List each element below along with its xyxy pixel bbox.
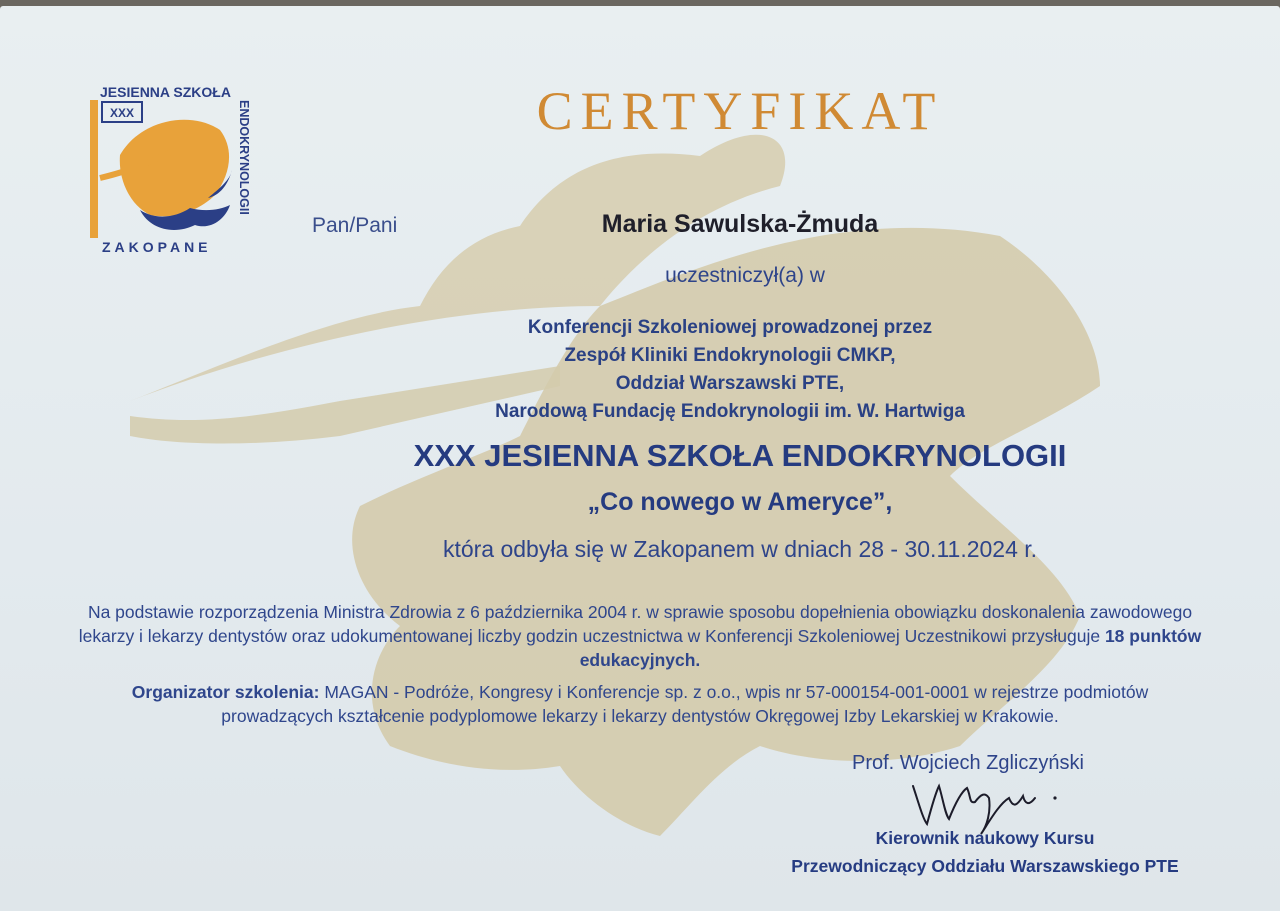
certificate-title: CERTYFIKAT <box>536 81 944 141</box>
signatory-role-course: Kierownik naukowy Kursu <box>875 828 1095 848</box>
signatory-role-branch: Przewodniczący Oddziału Warszawskiego PTE <box>791 856 1179 876</box>
svg-text:ENDOKRYNOLOGII: ENDOKRYNOLOGII <box>237 100 251 215</box>
education-points: 18 punktów edukacyjnych. <box>579 626 1202 670</box>
event-dates: która odbyła się w Zakopanem w dniach 28 - 30.11.2024 r. <box>442 536 1038 562</box>
organizer-text: MAGAN - Podróże, Kongresy i Konferencje sp. z o.o., wpis nr 57-000154-001-0001 w rejestrze podmiotów prowadzących kształcenie podyplomowe lekarzy i lekarzy dentystów Okręgowej Izby Lekarskiej w Krakowie. <box>221 682 1149 726</box>
participant-name: Maria Sawulska-Żmuda <box>601 210 879 238</box>
training-organizer <box>90 680 1190 728</box>
organizer-label: Organizator szkolenia: <box>131 682 320 702</box>
organizer-line: Konferencji Szkoleniowej prowadzonej przez <box>527 317 933 338</box>
organizer-line: Narodową Fundację Endokrynologii im. W. Hartwiga <box>495 401 965 422</box>
salutation-label: Pan/Pani <box>312 214 398 237</box>
legal-basis-text <box>60 600 1220 672</box>
svg-text:JESIENNA SZKOŁA: JESIENNA SZKOŁA <box>100 84 231 100</box>
school-logo <box>80 80 270 260</box>
participation-text: uczestniczył(a) w <box>665 264 825 287</box>
certificate-page <box>0 6 1280 911</box>
organizers-block <box>420 314 1040 426</box>
signatory-name: Prof. Wojciech Zgliczyński <box>852 752 1084 774</box>
organizer-line: Zespół Kliniki Endokrynologii CMKP, <box>564 345 896 366</box>
school-name: XXX JESIENNA SZKOŁA ENDOKRYNOLOGII <box>413 438 1067 473</box>
svg-text:ZAKOPANE: ZAKOPANE <box>102 239 212 255</box>
legal-text: Na podstawie rozporządzenia Ministra Zdrowia z 6 października 2004 r. w sprawie sposobu dopełnienia obowiązku doskonalenia zawodowego lekarzy i lekarzy dentystów oraz udokumentowanej liczby godzin uczestnictwa w Konferencji Szkoleniowej Uczestnikowi przysługuje <box>78 602 1193 646</box>
event-subtitle: „Co nowego w Ameryce”, <box>587 488 893 516</box>
svg-text:XXX: XXX <box>109 106 135 120</box>
organizer-line: Oddział Warszawski PTE, <box>615 373 845 394</box>
